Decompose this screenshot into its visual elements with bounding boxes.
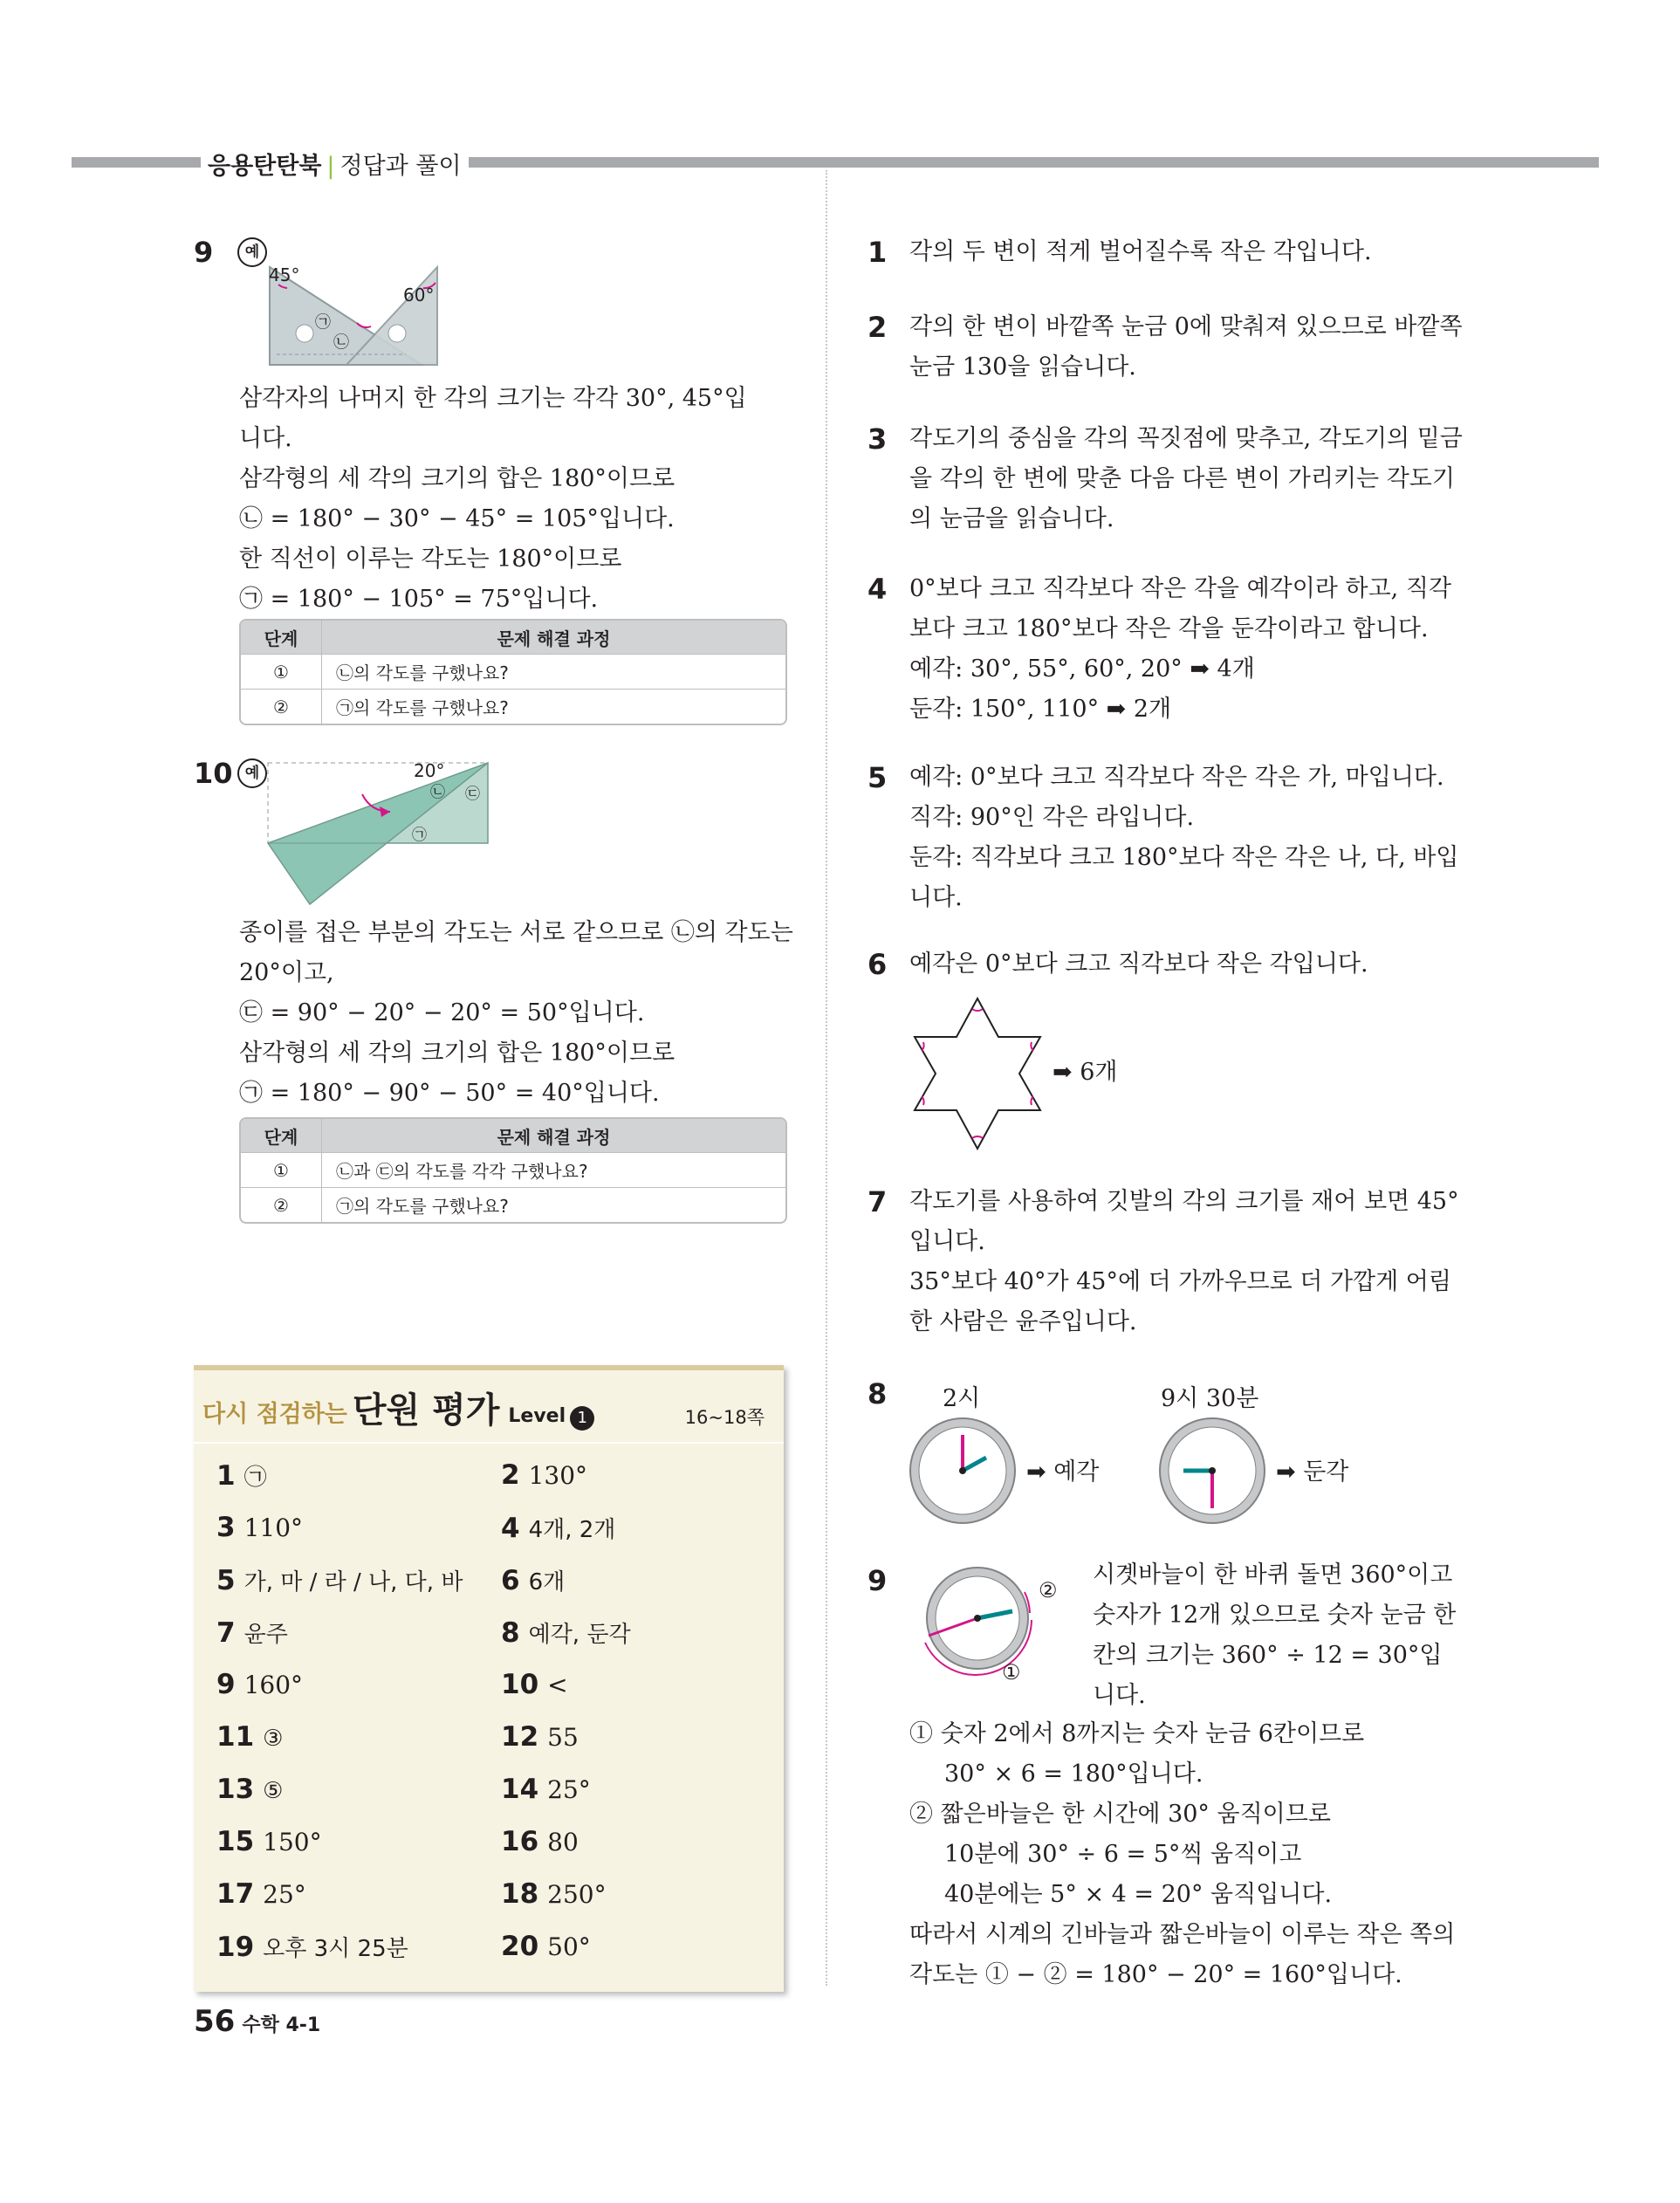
review-title (202, 1383, 594, 1432)
review-title-prefix: 다시 점검하는 (202, 1401, 347, 1428)
r-q5-number: 5 (867, 761, 888, 794)
answer-number: 9 (216, 1669, 236, 1700)
rubric-text: ㉠의 각도를 구했나요? (322, 1188, 786, 1223)
answer-number: 20 (501, 1931, 539, 1962)
answer-item (216, 1878, 306, 1910)
section-title: 정답과 풀이 (339, 153, 462, 180)
rubric-step: ② (241, 690, 322, 724)
r-q9-side-text (1093, 1555, 1477, 1716)
q10-example-badge: 예 (237, 758, 267, 788)
answer-item (501, 1878, 607, 1910)
q9-explanation (239, 379, 798, 620)
r-q9-line: ② 짧은바늘은 한 시간에 30° 움직이므로 (909, 1801, 1331, 1828)
answer-number: 18 (501, 1878, 539, 1910)
r-q1-text (909, 232, 1468, 272)
answer-value: 25° (547, 1775, 591, 1804)
r-q7-line: 한 사람은 윤주입니다. (909, 1308, 1137, 1335)
answer-number: 1 (216, 1460, 236, 1492)
q10-line: ㉠ = 180° − 90° − 50° = 40°입니다. (239, 1080, 660, 1107)
q9-line: 삼각형의 세 각의 크기의 합은 180°이므로 (239, 465, 675, 492)
answer-value: 160° (243, 1671, 304, 1699)
answer-number: 15 (216, 1826, 255, 1857)
answer-value: 80 (547, 1828, 579, 1856)
answer-item (501, 1931, 591, 1962)
r-q5-line: 둔각: 직각보다 크고 180°보다 작은 각은 나, 다, 바입 (909, 844, 1459, 871)
r-q4-line: 보다 크고 180°보다 작은 각을 둔각이라고 합니다. (909, 615, 1429, 642)
r-q9-number: 9 (867, 1564, 888, 1597)
q9-line: ㉠ = 180° − 105° = 75°입니다. (239, 586, 599, 613)
r-q5-line: 직각: 90°인 각은 라입니다. (909, 804, 1195, 831)
review-level-label: Level (508, 1405, 566, 1427)
clock-2-oclock-icon (908, 1416, 1018, 1526)
r-q4-text (909, 569, 1468, 730)
q9-mark1: ① (1002, 1660, 1021, 1685)
r-q9-text (909, 1714, 1477, 1995)
r-q7-line: 각도기를 사용하여 깃발의 각의 크기를 재어 보면 45° (909, 1188, 1459, 1215)
answer-value: 예각, 둔각 (528, 1622, 631, 1648)
answer-value: < (547, 1671, 568, 1699)
q9-mark-a: ㉠ (315, 313, 331, 332)
r-q9-side-line: 숫자가 12개 있으므로 숫자 눈금 한 (1093, 1602, 1457, 1629)
answer-number: 12 (501, 1721, 539, 1753)
answer-item (216, 1512, 303, 1543)
r-q9-side-line: 칸의 크기는 360° ÷ 12 = 30°입 (1093, 1642, 1443, 1669)
answer-value: 50° (547, 1932, 591, 1961)
answer-number: 5 (216, 1565, 236, 1596)
q9-line: ㉡ = 180° − 30° − 45° = 105°입니다. (239, 505, 675, 532)
answer-item (501, 1721, 579, 1753)
rubric-header-process: 문제 해결 과정 (322, 1119, 786, 1153)
r-q3-line: 의 눈금을 읽습니다. (909, 505, 1114, 532)
r-q9-line: 각도는 ① − ② = 180° − 20° = 160°입니다. (909, 1961, 1402, 1988)
r-q4-line: 0°보다 크고 직각보다 작은 각을 예각이라 하고, 직각 (909, 575, 1451, 602)
answer-number: 17 (216, 1878, 255, 1910)
answer-item (501, 1669, 568, 1700)
table-row (241, 655, 785, 690)
subject-label: 수학 4-1 (242, 2014, 321, 2036)
rubric-header-process: 문제 해결 과정 (322, 621, 786, 655)
rubric-header-step: 단계 (241, 621, 322, 655)
q9-line: 니다. (239, 425, 292, 452)
answer-value: 130° (528, 1461, 588, 1490)
q10-angle-20: 20° (414, 760, 445, 781)
answer-number: 3 (216, 1512, 236, 1543)
answer-value: 55 (547, 1723, 579, 1752)
answer-item (501, 1512, 615, 1544)
rubric-step: ① (241, 655, 322, 690)
r-q3-number: 3 (867, 422, 888, 456)
answer-value: 25° (263, 1880, 306, 1909)
answer-item (216, 1826, 322, 1857)
page-number: 56 (194, 2004, 236, 2039)
q9-line: 한 직선이 이루는 각도는 180°이므로 (239, 546, 622, 573)
answer-number: 16 (501, 1826, 539, 1857)
q10-mark-c: ㉢ (465, 786, 480, 803)
rubric-header-step: 단계 (241, 1119, 322, 1153)
answer-value: 250° (547, 1880, 607, 1909)
r-q9-line: 40분에는 5° × 4 = 20° 움직입니다. (944, 1881, 1333, 1908)
q9-angle-60: 60° (403, 285, 435, 305)
column-divider (826, 170, 827, 1986)
q9-mark2: ② (1039, 1578, 1058, 1602)
r-q7-line: 35°보다 40°가 45°에 더 가까우므로 더 가깝게 어림 (909, 1268, 1451, 1295)
r-q2-line: 눈금 130을 읽습니다. (909, 353, 1136, 381)
r-q9-line: 30° × 6 = 180°입니다. (944, 1760, 1203, 1788)
q9-mark-b: ㉡ (333, 333, 349, 352)
answer-value: 150° (263, 1828, 322, 1856)
answer-number: 14 (501, 1774, 539, 1805)
r-q4-number: 4 (867, 573, 888, 606)
answer-value: 6개 (528, 1569, 566, 1596)
r-q4-line: 예각: 30°, 55°, 60°, 20° ➡ 4개 (909, 655, 1255, 683)
answer-number: 13 (216, 1774, 255, 1805)
q9-line: 삼각자의 나머지 한 각의 크기는 각각 30°, 45°입 (239, 385, 747, 412)
answer-number: 4 (501, 1513, 520, 1544)
q9-rubric-table (239, 619, 787, 725)
q10-rubric-table (239, 1117, 787, 1224)
r-q3-line: 을 각의 한 변에 맞춘 다음 다른 변이 가리키는 각도기 (909, 465, 1455, 492)
answer-item (216, 1931, 408, 1963)
answer-item (216, 1564, 463, 1596)
clock-930-icon (1157, 1416, 1267, 1526)
answer-number: 8 (501, 1617, 520, 1649)
rubric-step: ② (241, 1188, 322, 1223)
r-q9-side-line: 시곗바늘이 한 바퀴 돌면 360°이고 (1093, 1561, 1453, 1589)
answer-value: 110° (243, 1513, 304, 1542)
r-q6-number: 6 (867, 948, 888, 981)
r-q3-text (909, 419, 1468, 539)
q10-folded-paper (266, 759, 493, 908)
r-q1-line: 각의 두 변이 적게 벌어질수록 작은 각입니다. (909, 238, 1372, 265)
answer-item (216, 1616, 288, 1649)
answer-number: 11 (216, 1721, 255, 1753)
answer-item (216, 1459, 267, 1492)
q10-line: ㉢ = 90° − 20° − 20° = 50°입니다. (239, 999, 645, 1026)
q9-example-badge: 예 (237, 237, 267, 267)
q6-star-figure (908, 995, 1047, 1152)
book-title: 응용탄탄북 (208, 153, 322, 180)
answer-value: 오후 3시 25분 (263, 1936, 408, 1962)
answer-item (501, 1826, 579, 1857)
r-q7-line: 입니다. (909, 1228, 985, 1255)
q10-number: 10 (194, 757, 233, 790)
q10-explanation (239, 913, 798, 1114)
r-q1-number: 1 (867, 236, 888, 269)
q9-angle-45: 45° (269, 264, 300, 285)
r-q3-line: 각도기의 중심을 각의 꼭짓점에 맞추고, 각도기의 밑금 (909, 425, 1463, 452)
answer-value: 윤주 (243, 1622, 288, 1648)
review-title-main: 단원 평가 (352, 1390, 500, 1431)
r-q2-number: 2 (867, 311, 888, 344)
r-q9-line: 10분에 30° ÷ 6 = 5°씩 움직이고 (944, 1841, 1302, 1868)
answer-value: 4개, 2개 (528, 1517, 616, 1543)
page-header (72, 152, 1599, 180)
rubric-text: ㉡의 각도를 구했나요? (322, 655, 786, 690)
r-q8-number: 8 (867, 1377, 888, 1410)
q8-result2: ➡ 둔각 (1276, 1458, 1349, 1486)
rubric-step: ① (241, 1153, 322, 1188)
answer-item (216, 1721, 283, 1753)
answer-item (216, 1669, 303, 1700)
r-q5-text (909, 758, 1468, 918)
answer-item (216, 1774, 283, 1805)
q8-clock1-label: 2시 (943, 1385, 981, 1412)
r-q4-line: 둔각: 150°, 110° ➡ 2개 (909, 696, 1172, 723)
r-q6-text (909, 944, 1468, 985)
q10-line: 삼각형의 세 각의 크기의 합은 180°이므로 (239, 1040, 675, 1067)
q10-line: 20°이고, (239, 959, 334, 986)
answer-value: 가, 마 / 라 / 나, 다, 바 (243, 1569, 463, 1596)
answer-item (501, 1774, 591, 1805)
rubric-text: ㉠의 각도를 구했나요? (322, 690, 786, 724)
q10-mark-a: ㉠ (412, 827, 427, 844)
q10-line: 종이를 접은 부분의 각도는 서로 같으므로 ㉡의 각도는 (239, 919, 793, 946)
rubric-text: ㉡과 ㉢의 각도를 각각 구했나요? (322, 1153, 786, 1188)
r-q9-line: 따라서 시계의 긴바늘과 짧은바늘이 이루는 작은 쪽의 (909, 1921, 1456, 1948)
r-q2-text (909, 307, 1468, 388)
page-footer (194, 2004, 320, 2039)
answer-number: 2 (501, 1459, 520, 1491)
unit-review-box (194, 1365, 784, 1992)
answer-value: ㉠ (243, 1465, 267, 1491)
r-q2-line: 각의 한 변이 바깥쪽 눈금 0에 맞춰져 있으므로 바깥쪽 (909, 313, 1463, 340)
header-bar-right (464, 157, 1599, 168)
answer-item (501, 1564, 565, 1596)
r-q5-line: 예각: 0°보다 크고 직각보다 작은 각은 가, 마입니다. (909, 764, 1444, 791)
header-title: 응용탄탄북 | 정답과 풀이 (201, 147, 469, 181)
q8-result1: ➡ 예각 (1026, 1458, 1100, 1486)
table-row (241, 690, 785, 724)
q8-clock2-label: 9시 30분 (1161, 1385, 1259, 1412)
answer-number: 6 (501, 1565, 520, 1596)
answer-item (501, 1616, 631, 1649)
review-divider (194, 1442, 784, 1444)
answer-value: ⑤ (263, 1778, 284, 1804)
r-q6-line: 예각은 0°보다 크고 직각보다 작은 각입니다. (909, 951, 1368, 978)
table-row (241, 1188, 785, 1223)
r-q7-text (909, 1182, 1468, 1342)
r-q7-number: 7 (867, 1185, 888, 1218)
q9-number: 9 (194, 236, 214, 269)
r-q9-side-line: 니다. (1093, 1682, 1146, 1709)
table-row (241, 1153, 785, 1188)
r-q5-line: 니다. (909, 884, 963, 911)
answer-number: 10 (501, 1669, 539, 1700)
header-bar-left (72, 157, 202, 168)
review-pages: 16~18쪽 (684, 1407, 765, 1428)
answer-item (501, 1459, 587, 1491)
q10-mark-b: ㉡ (430, 784, 445, 801)
answer-value: ③ (263, 1726, 284, 1752)
r-q9-line: ① 숫자 2에서 8까지는 숫자 눈금 6칸이므로 (909, 1720, 1365, 1747)
q6-result: ➡ 6개 (1053, 1059, 1118, 1086)
review-level-badge: 1 (570, 1406, 594, 1431)
answer-number: 7 (216, 1617, 236, 1649)
answer-number: 19 (216, 1932, 255, 1963)
